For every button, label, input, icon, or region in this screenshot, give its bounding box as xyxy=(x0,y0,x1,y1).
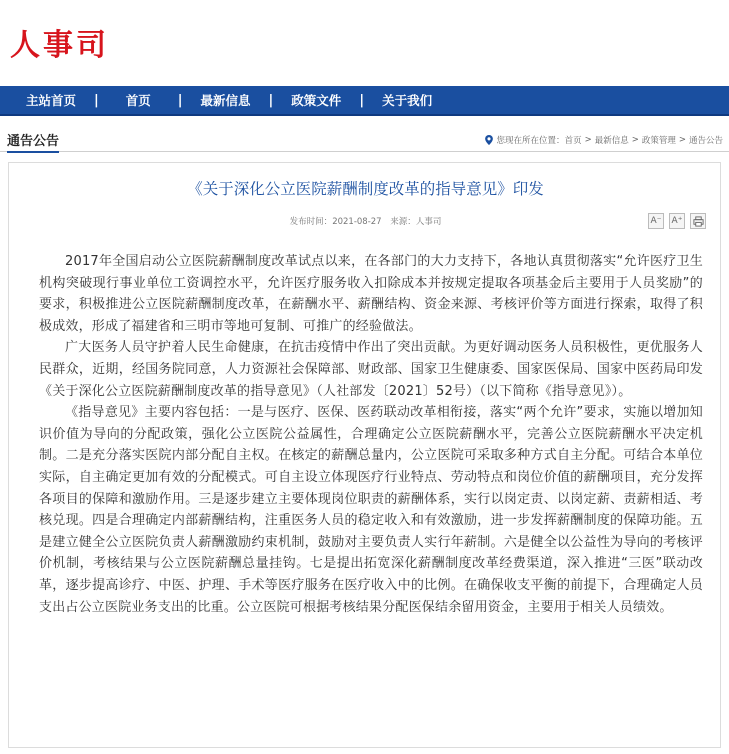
font-smaller-button[interactable]: A⁻ xyxy=(648,213,664,229)
breadcrumb-separator: > xyxy=(631,135,639,145)
site-logo[interactable]: 人事司 xyxy=(10,28,109,63)
subheader-bar xyxy=(0,128,729,152)
article-source: 人事司 xyxy=(415,217,442,227)
breadcrumb-item-policy[interactable]: 政策管理 xyxy=(641,136,676,146)
article-paragraph: 广大医务人员守护着人民生命健康，在抗击疫情中作出了突出贡献。为更好调动医务人员积极性，更优服务人民群众，近期，经国务院同意，人力资源社会保障部、财政部、国家卫生健康委、国家医保局、国家中医药局印发《关于深化公立医院薪酬制度改革的指导意见》（人社部发〔2021〕52号）（以下简称《指导意见》）。 xyxy=(39,340,703,399)
breadcrumb-item-home[interactable]: 首页 xyxy=(564,136,582,146)
article-paragraph: 《指导意见》主要内容包括：一是与医疗、医保、医药联动改革相衔接，落实“两个允许”要求，实施以增加知识价值为导向的分配政策，强化公立医院公益属性，合理确定公立医院薪酬水平，完善公立医院薪酬水平决定机制。二是充分落实医院内部分配自主权。在核定的薪酬总量内，公立医院可采取多种方式自主分配。可结合本单位实际，自主确定更加有效的分配模式。可自主设立体现医疗行业特点、劳动特点和岗位价值的薪酬项目，充分发挥各项目的保障和激励作用。三是逐步建立主要体现岗位职责的薪酬体系，实行以岗定责、以岗定薪、责薪相适、考核兑现。四是合理确定内部薪酬结构，注重医务人员的稳定收入和有效激励，进一步发挥薪酬制度的保障功能。五是建立健全公立医院负责人薪酬激励约束机制，鼓励对主要负责人实行年薪制。六是健全以公益性为导向的考核评价机制，考核结果与公立医院薪酬总量挂钩。七是提出拓宽深化薪酬制度改革经费渠道，深入推进“三医”联动改革，逐步提高诊疗、中医、护理、手术等医疗服务在医疗收入中的比例。在确保收支平衡的前提下，合理确定人员支出占公立医院业务支出的比重。公立医院可根据考核结果分配医保结余留用资金，主要用于相关人员绩效。 xyxy=(39,405,703,615)
section-title: 通告公告 xyxy=(7,130,59,153)
main-nav xyxy=(0,86,729,116)
article-tools xyxy=(643,213,706,229)
nav-item-latest-news[interactable]: 最新信息 xyxy=(200,93,251,108)
breadcrumb-item-latest[interactable]: 最新信息 xyxy=(594,136,629,146)
publish-date: 2021-08-27 xyxy=(332,217,382,227)
article-body xyxy=(39,251,703,618)
nav-separator: | xyxy=(268,92,274,108)
nav-separator: | xyxy=(359,92,365,108)
location-pin-icon xyxy=(485,135,493,145)
printer-icon xyxy=(693,216,704,227)
site-header xyxy=(0,0,729,86)
nav-item-about-us[interactable]: 关于我们 xyxy=(382,93,433,108)
print-button[interactable] xyxy=(690,213,706,229)
nav-item-home[interactable]: 首页 xyxy=(125,93,151,108)
nav-separator: | xyxy=(94,92,99,108)
article-paragraph: 2017年全国启动公立医院薪酬制度改革试点以来，在各部门的大力支持下，各地认真贯彻落实“允许医疗卫生机构突破现行事业单位工资调控水平，允许医疗服务收入扣除成本并按规定提取各项基金后主要用于人员奖励”的要求，积极推进公立医院薪酬制度改革，在薪酬水平、薪酬结构、资金来源、考核评价等方面进行探索，取得了积极成效，形成了福建省和三明市等地可复制、可推广的经验做法。 xyxy=(39,254,703,334)
breadcrumb-separator: > xyxy=(584,135,592,145)
source-label: 来源： xyxy=(390,217,416,227)
nav-item-main-home[interactable]: 主站首页 xyxy=(26,93,77,108)
nav-item-policy-docs[interactable]: 政策文件 xyxy=(291,93,342,108)
breadcrumb-prefix: 您现在所在位置： xyxy=(496,136,565,146)
article-container xyxy=(8,162,721,748)
font-larger-button[interactable]: A⁺ xyxy=(669,213,685,229)
breadcrumb-item-current: 通告公告 xyxy=(688,136,723,146)
breadcrumb-separator: > xyxy=(678,135,686,145)
article-meta xyxy=(9,215,722,227)
date-label: 发布时间： xyxy=(289,217,333,227)
article-title: 《关于深化公立医院薪酬制度改革的指导意见》印发 xyxy=(187,180,544,198)
nav-separator: | xyxy=(177,92,183,108)
breadcrumb xyxy=(485,134,723,146)
